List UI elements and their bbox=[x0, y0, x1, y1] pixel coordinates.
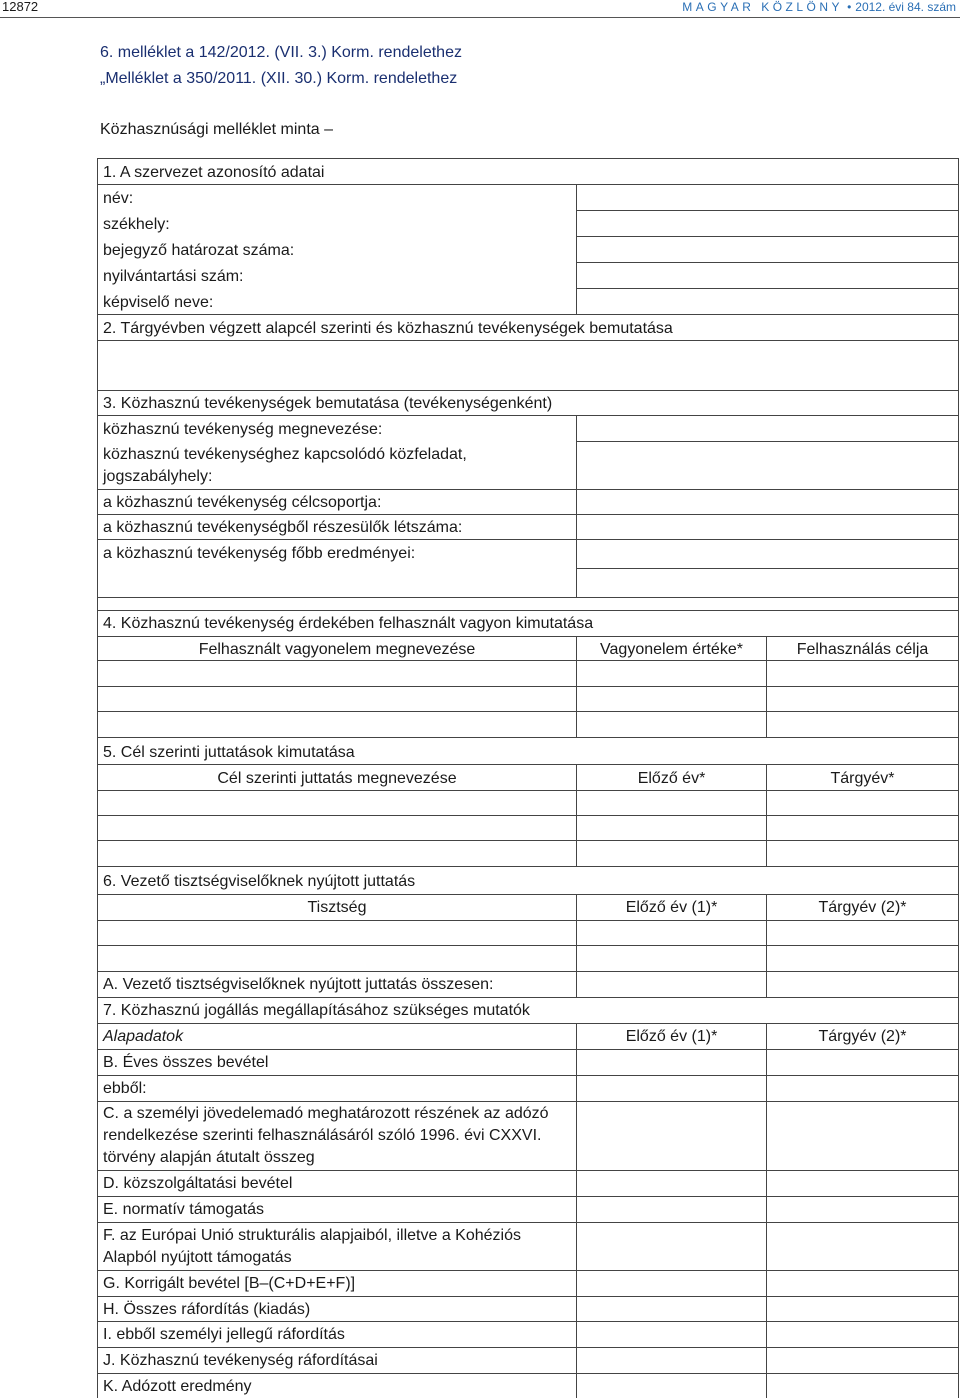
s5-col-previous-year: Előző év* bbox=[637, 770, 706, 787]
s6-heading: 6. Vezető tisztségviselőknek nyújtott juttatás bbox=[103, 873, 416, 890]
s7-heading: 7. Közhasznú jogállás megállapításához szükséges mutatók bbox=[103, 1002, 530, 1019]
row-e-normative-support: E. normatív támogatás bbox=[103, 1201, 264, 1218]
field-representative-label: képviselő neve: bbox=[103, 294, 214, 311]
s6-col-position: Tisztség bbox=[307, 899, 367, 916]
form-title: Közhasznúsági melléklet minta – bbox=[100, 121, 334, 138]
target-group-label: a közhasznú tevékenység célcsoportja: bbox=[103, 494, 382, 511]
activity-name-label: közhasznú tevékenység megnevezése: bbox=[103, 421, 383, 438]
s4-col-asset-name: Felhasznált vagyonelem megnevezése bbox=[198, 641, 476, 658]
row-c-pit-transfer: C. a személyi jövedelemadó meghatározott részének az adózó rendelkezése szerinti felhasználásáról szóló 1996. évi CXXVI. törvény alapján átutalt összeg bbox=[103, 1105, 549, 1166]
s1-heading: 1. A szervezet azonosító adatai bbox=[103, 164, 325, 181]
table-top-border bbox=[97, 158, 959, 159]
row-d-public-service-revenue: D. közszolgáltatási bevétel bbox=[103, 1175, 293, 1192]
row-b-total-revenue: B. Éves összes bevétel bbox=[103, 1054, 269, 1071]
field-name-label: név: bbox=[103, 190, 134, 207]
table-border-right bbox=[958, 158, 959, 1398]
field-seat-label: székhely: bbox=[103, 216, 170, 233]
page-number: 12872 bbox=[2, 0, 39, 14]
s7-col-current-year: Tárgyév (2)* bbox=[818, 1028, 907, 1045]
s2-heading: 2. Tárgyévben végzett alapcél szerinti és közhasznú tevékenységek bemutatása bbox=[103, 320, 673, 337]
annex-reference: 6. melléklet a 142/2012. (VII. 3.) Korm. rendelethez bbox=[100, 44, 462, 61]
row-g-adjusted-revenue: G. Korrigált bevétel [B–(C+D+E+F)] bbox=[103, 1275, 356, 1292]
row-i-personnel-expenditure: I. ebből személyi jellegű ráfordítás bbox=[103, 1326, 345, 1343]
s4-col-asset-value: Vagyonelem értéke* bbox=[600, 641, 743, 658]
s6-col-previous-year: Előző év (1)* bbox=[625, 899, 718, 916]
s4-col-usage-purpose: Felhasználás célja bbox=[796, 641, 929, 658]
row-j-public-benefit-expenditure: J. Közhasznú tevékenység ráfordításai bbox=[103, 1352, 378, 1369]
beneficiaries-count-label: a közhasznú tevékenységből részesülők létszáma: bbox=[103, 519, 463, 536]
annex-subreference: „Melléklet a 350/2011. (XII. 30.) Korm. rendelethez bbox=[100, 70, 458, 87]
s3-heading: 3. Közhasznú tevékenységek bemutatása (tevékenységenként) bbox=[103, 395, 553, 412]
issue-label: 2012. évi 84. szám bbox=[855, 0, 956, 14]
s5-heading: 5. Cél szerinti juttatások kimutatása bbox=[103, 744, 355, 761]
s7-col-basic-data: Alapadatok bbox=[103, 1028, 184, 1045]
row-f-eu-funds: F. az Európai Unió strukturális alapjaiból, illetve a Kohéziós Alapból nyújtott támogatás bbox=[103, 1227, 521, 1266]
s6-col-current-year: Tárgyév (2)* bbox=[818, 899, 907, 916]
s6-total-label: A. Vezető tisztségviselőknek nyújtott juttatás összesen: bbox=[103, 976, 494, 993]
header-rule bbox=[0, 17, 960, 18]
field-registry-number-label: nyilvántartási szám: bbox=[103, 268, 244, 285]
field-registration-decision-label: bejegyző határozat száma: bbox=[103, 242, 295, 259]
public-task-label: közhasznú tevékenységhez kapcsolódó közfeladat, jogszabályhely: bbox=[103, 446, 467, 485]
journal-info bbox=[682, 0, 956, 14]
journal-name: MAGYAR KÖZLÖNY bbox=[682, 0, 844, 14]
row-of-which: ebből: bbox=[103, 1080, 147, 1097]
bullet-separator: • bbox=[847, 0, 852, 14]
page-header bbox=[0, 0, 960, 14]
main-results-label: a közhasznú tevékenység főbb eredményei: bbox=[103, 545, 416, 562]
row-k-after-tax-result: K. Adózott eredmény bbox=[103, 1378, 252, 1395]
row-h-total-expenditure: H. Összes ráfordítás (kiadás) bbox=[103, 1301, 311, 1318]
s5-col-current-year: Tárgyév* bbox=[830, 770, 895, 787]
s7-col-previous-year: Előző év (1)* bbox=[625, 1028, 718, 1045]
s4-heading: 4. Közhasznú tevékenység érdekében felhasznált vagyon kimutatása bbox=[103, 615, 594, 632]
s5-col-benefit-name: Cél szerinti juttatás megnevezése bbox=[217, 770, 457, 787]
